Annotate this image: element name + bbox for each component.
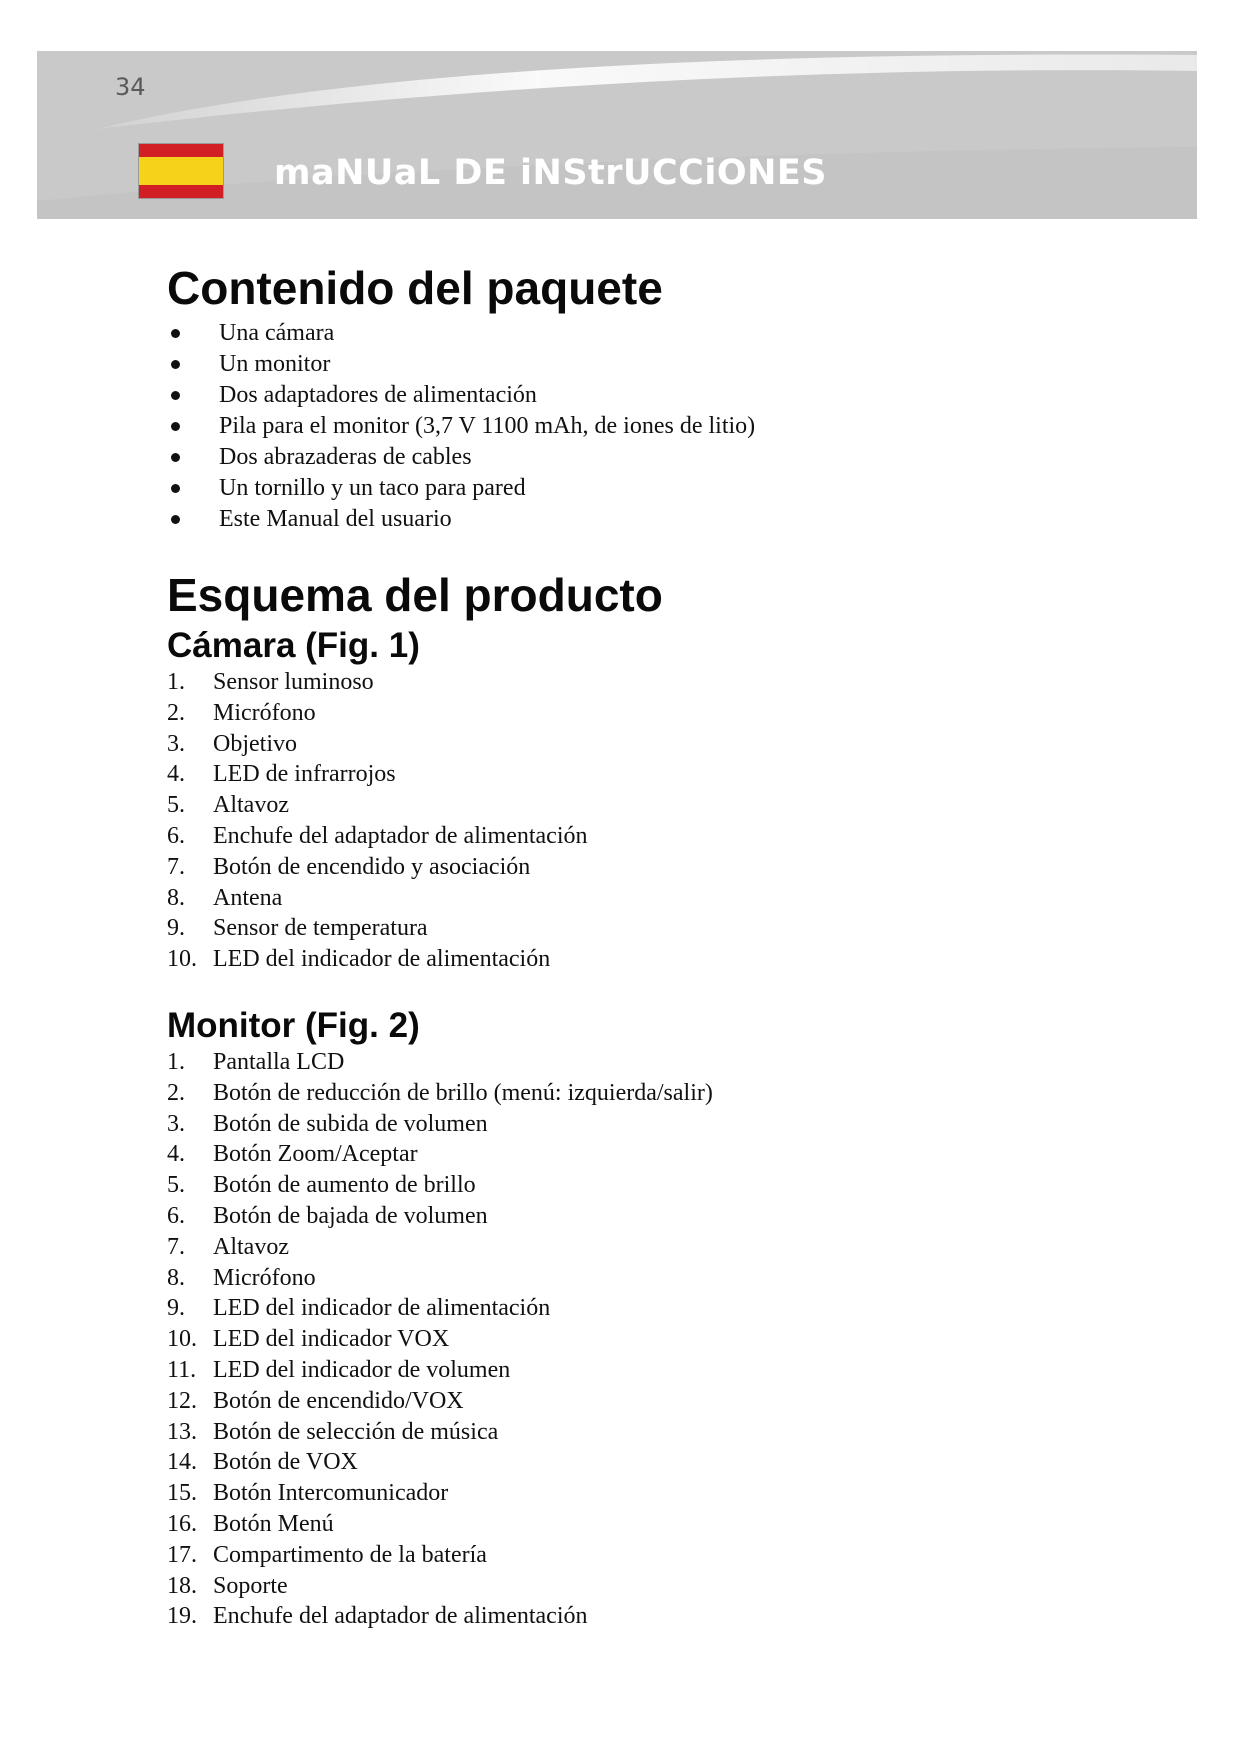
list-item-label: Dos abrazaderas de cables xyxy=(219,444,472,470)
list-item-label: Botón Zoom/Aceptar xyxy=(213,1141,418,1168)
list-item-number: 2. xyxy=(167,699,185,726)
list-item-number: 16. xyxy=(167,1510,197,1537)
manual-title: maNUaL DE iNStrUCCiONES xyxy=(274,153,827,193)
list-item xyxy=(167,1509,1067,1540)
list-item-label: Botón de bajada de volumen xyxy=(213,1202,488,1229)
list-item xyxy=(167,821,1067,852)
list-item-number: 15. xyxy=(167,1480,197,1507)
bullet-icon xyxy=(171,391,180,400)
list-item xyxy=(167,1109,1067,1140)
list-item-number: 3. xyxy=(167,1110,185,1137)
list-item-label: Objetivo xyxy=(213,730,297,757)
list-item-label: Dos adaptadores de alimentación xyxy=(219,382,537,408)
list-item-number: 1. xyxy=(167,669,185,695)
list-item-label: Botón de subida de volumen xyxy=(213,1110,488,1137)
list-item-number: 7. xyxy=(167,1233,185,1260)
list-item-number: 8. xyxy=(167,1264,185,1291)
list-item xyxy=(167,1478,1067,1509)
list-item-label: Soporte xyxy=(213,1572,288,1599)
monitor-heading: Monitor (Fig. 2) xyxy=(167,1005,420,1045)
list-item xyxy=(167,1417,1067,1448)
package-contents-list xyxy=(167,318,1067,535)
page-content xyxy=(167,258,1067,1632)
list-item xyxy=(167,1601,1067,1632)
list-item-number: 6. xyxy=(167,1202,185,1229)
list-item xyxy=(167,729,1067,760)
list-item xyxy=(167,1078,1067,1109)
list-item-label: Antena xyxy=(213,884,283,911)
list-item-label: Enchufe del adaptador de alimentación xyxy=(213,1603,588,1630)
monitor-section xyxy=(167,1005,1067,1632)
list-item xyxy=(167,790,1067,821)
list-item-number: 7. xyxy=(167,853,185,880)
list-item xyxy=(167,667,1067,698)
list-item xyxy=(167,1263,1067,1294)
list-item xyxy=(167,349,1067,380)
list-item xyxy=(167,442,1067,473)
bullet-icon xyxy=(171,484,180,493)
list-item-label: Altavoz xyxy=(213,1233,289,1260)
list-item-number: 3. xyxy=(167,730,185,757)
list-item-label: LED del indicador de volumen xyxy=(213,1356,511,1383)
list-item-label: Un tornillo y un taco para pared xyxy=(219,475,526,501)
list-item-label: Sensor de temperatura xyxy=(213,915,428,942)
product-schema-section xyxy=(167,565,1067,975)
list-item-number: 13. xyxy=(167,1418,197,1445)
list-item xyxy=(167,504,1067,535)
bullet-icon xyxy=(171,453,180,462)
list-item-label: Una cámara xyxy=(219,320,335,346)
page-number: 34 xyxy=(115,73,146,101)
list-item xyxy=(167,1571,1067,1602)
list-item xyxy=(167,318,1067,349)
list-item-label: Botón Menú xyxy=(213,1510,334,1537)
bullet-icon xyxy=(171,360,180,369)
camera-parts-list xyxy=(167,667,1067,975)
list-item-label: Botón Intercomunicador xyxy=(213,1480,449,1507)
list-item xyxy=(167,1232,1067,1263)
list-item xyxy=(167,380,1067,411)
list-item-number: 18. xyxy=(167,1572,197,1599)
list-item-label: Botón de encendido y asociación xyxy=(213,853,531,880)
list-item xyxy=(167,473,1067,504)
list-item-number: 4. xyxy=(167,761,185,788)
list-item-number: 8. xyxy=(167,884,185,911)
package-contents-section xyxy=(167,258,1067,535)
list-item-label: Pantalla LCD xyxy=(213,1048,345,1075)
bullet-icon xyxy=(171,329,180,338)
list-item xyxy=(167,698,1067,729)
list-item-number: 14. xyxy=(167,1449,197,1476)
list-item-label: LED del indicador de alimentación xyxy=(213,946,551,973)
list-item xyxy=(167,1386,1067,1417)
list-item xyxy=(167,852,1067,883)
list-item xyxy=(167,1355,1067,1386)
list-item-number: 9. xyxy=(167,915,185,942)
list-item xyxy=(167,1324,1067,1355)
list-item-label: Micrófono xyxy=(213,699,316,726)
list-item-label: Pila para el monitor (3,7 V 1100 mAh, de iones de litio) xyxy=(219,413,756,439)
product-schema-heading: Esquema del producto xyxy=(167,569,663,621)
list-item-label: Altavoz xyxy=(213,792,289,819)
list-item-label: Botón de aumento de brillo xyxy=(213,1172,476,1199)
list-item-number: 10. xyxy=(167,946,197,973)
list-item-label: Compartimento de la batería xyxy=(213,1541,487,1568)
list-item-label: Botón de encendido/VOX xyxy=(213,1387,464,1414)
list-item-label: LED del indicador VOX xyxy=(213,1326,450,1353)
list-item xyxy=(167,944,1067,975)
list-item-label: LED del indicador de alimentación xyxy=(213,1295,551,1322)
list-item-number: 9. xyxy=(167,1295,185,1322)
bullet-icon xyxy=(171,422,180,431)
spain-flag-icon xyxy=(138,143,224,199)
list-item xyxy=(167,913,1067,944)
list-item xyxy=(167,1201,1067,1232)
list-item-number: 10. xyxy=(167,1326,197,1353)
list-item-number: 11. xyxy=(167,1356,197,1383)
list-item xyxy=(167,759,1067,790)
list-item-number: 5. xyxy=(167,1172,185,1199)
list-item-label: Botón de selección de música xyxy=(213,1418,499,1445)
bullet-icon xyxy=(171,515,180,524)
list-item-label: Botón de reducción de brillo (menú: izquierda/salir) xyxy=(213,1079,713,1106)
list-item-label: Micrófono xyxy=(213,1264,316,1291)
camera-heading: Cámara (Fig. 1) xyxy=(167,626,420,665)
list-item xyxy=(167,1447,1067,1478)
list-item-number: 1. xyxy=(167,1048,185,1075)
list-item xyxy=(167,1170,1067,1201)
list-item-number: 5. xyxy=(167,792,185,819)
list-item xyxy=(167,1139,1067,1170)
page-header xyxy=(37,51,1197,219)
list-item-label: Sensor luminoso xyxy=(213,669,374,695)
list-item-number: 2. xyxy=(167,1079,185,1106)
list-item xyxy=(167,1540,1067,1571)
list-item-label: Enchufe del adaptador de alimentación xyxy=(213,822,588,849)
list-item-number: 12. xyxy=(167,1387,197,1414)
list-item-number: 19. xyxy=(167,1603,197,1630)
package-contents-heading: Contenido del paquete xyxy=(167,262,663,314)
list-item-label: Un monitor xyxy=(219,351,331,377)
list-item-number: 17. xyxy=(167,1541,197,1568)
list-item-number: 6. xyxy=(167,822,185,849)
list-item-number: 4. xyxy=(167,1141,185,1168)
list-item xyxy=(167,1047,1067,1078)
list-item-label: Botón de VOX xyxy=(213,1449,358,1476)
monitor-parts-list xyxy=(167,1047,1067,1632)
list-item-label: Este Manual del usuario xyxy=(219,506,452,532)
list-item xyxy=(167,1293,1067,1324)
list-item xyxy=(167,883,1067,914)
list-item-label: LED de infrarrojos xyxy=(213,761,396,788)
list-item xyxy=(167,411,1067,442)
